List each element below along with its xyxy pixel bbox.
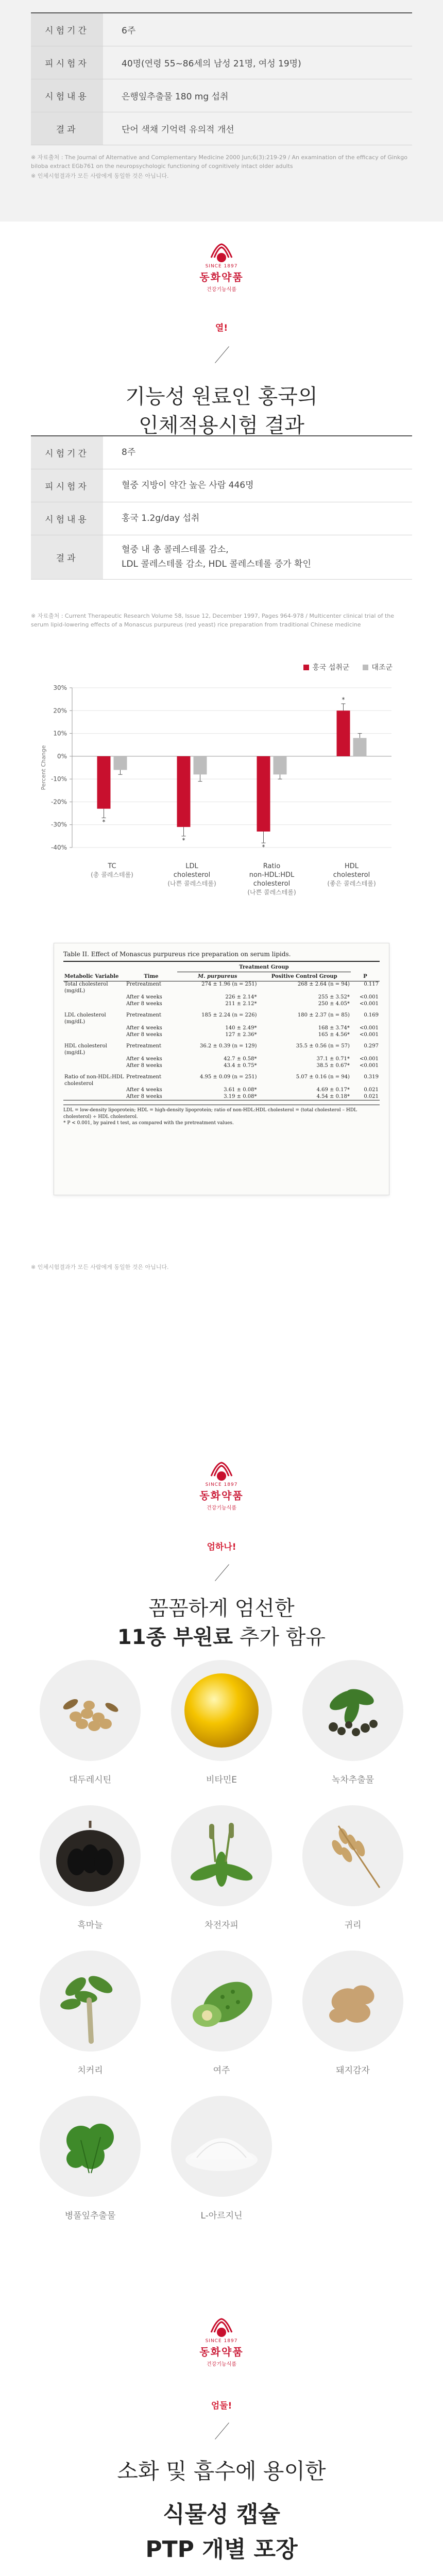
chart-container bbox=[36, 662, 407, 896]
paper-table-cell: <0.001 bbox=[359, 994, 379, 1000]
paper-table-cell: After 4 weeks bbox=[126, 1087, 162, 1093]
row-label: 시험내용 bbox=[31, 502, 103, 535]
paper-table-cell: <0.001 bbox=[359, 1062, 379, 1069]
bar bbox=[337, 710, 350, 756]
brand-emblem-icon bbox=[205, 2317, 238, 2337]
paper-table-cell: 0.021 bbox=[351, 1094, 380, 1100]
bar bbox=[114, 756, 127, 770]
row-label: 결과 bbox=[31, 535, 103, 579]
paper-table-cell: 226 ± 2.14* bbox=[225, 994, 257, 1000]
section-heading bbox=[0, 382, 443, 440]
paper-table-cell: Ratio of non-HDL:HDL cholesterol bbox=[64, 1074, 124, 1087]
disclaimer-note: ※ 인체시험결과가 모든 사람에게 동일한 것은 아닙니다. bbox=[31, 173, 169, 179]
ingredient-item bbox=[301, 1951, 404, 2076]
paper-title: Table II. Effect of Monascus purpureus rice preparation on serum lipids. bbox=[63, 951, 380, 962]
black-garlic-icon bbox=[40, 1805, 141, 1906]
paper-table-cell: 0.297 bbox=[364, 1043, 379, 1049]
paper-table-row bbox=[63, 981, 380, 995]
ingredient-item bbox=[170, 2096, 273, 2221]
x-category-label: HDL bbox=[344, 862, 359, 870]
significance-marker: * bbox=[342, 696, 345, 703]
paper-table-cell: 168 ± 3.74* bbox=[318, 1025, 350, 1031]
ingredient-name: 귀리 bbox=[344, 1920, 362, 1930]
jerusalem-artichoke-icon bbox=[302, 1951, 403, 2052]
row-label: 시험기간 bbox=[31, 436, 103, 469]
row-label: 피시험자 bbox=[31, 469, 103, 502]
brand-name: 동화약품 bbox=[199, 1489, 244, 1502]
row-value: 6주 bbox=[122, 26, 136, 36]
x-category-label: non-HDL:HDL bbox=[249, 871, 295, 879]
paper-table-cell bbox=[63, 1063, 125, 1070]
chicory-icon bbox=[40, 1951, 141, 2052]
paper-table-cell: <0.001 bbox=[359, 1031, 379, 1038]
paper-table-cell: 185 ± 2.24 (n = 226) bbox=[201, 1012, 257, 1018]
paper-table-cell: 35.5 ± 0.56 (n = 57) bbox=[296, 1043, 350, 1049]
heading-line: 꼼꼼하게 엄선한 bbox=[148, 1597, 295, 1620]
paper-table-cell: 255 ± 3.52* bbox=[318, 994, 350, 1000]
row-value: 단어 색채 기억력 유의적 개선 bbox=[122, 125, 234, 135]
paper-table-row bbox=[63, 1007, 380, 1025]
paper-table-cell: <0.001 bbox=[359, 1001, 379, 1007]
bar bbox=[274, 756, 287, 774]
ingredient-item bbox=[39, 1951, 142, 2076]
y-tick-label: 30% bbox=[53, 684, 67, 691]
brand-since: SINCE 1897 bbox=[205, 264, 238, 269]
ingredient-item bbox=[39, 1660, 142, 1785]
ingredient-item bbox=[39, 1805, 142, 1930]
table-row bbox=[31, 112, 412, 145]
badge-label: 열! bbox=[215, 323, 228, 333]
ingredient-name: 돼지감자 bbox=[336, 2065, 370, 2076]
x-category-label: (총 콜레스테롤) bbox=[91, 871, 133, 878]
col-header: Positive Control Group bbox=[271, 974, 337, 979]
heading-line: 인체적용시험 결과 bbox=[139, 414, 304, 437]
bar bbox=[97, 756, 111, 809]
paper-table-cell bbox=[63, 1094, 125, 1100]
ingredient-name: 녹차추출물 bbox=[331, 1775, 374, 1785]
y-tick-label: -20% bbox=[50, 798, 67, 806]
bar-chart bbox=[36, 662, 407, 896]
paper-table-cell bbox=[63, 994, 125, 1001]
significance-marker: * bbox=[262, 843, 265, 851]
section-heading-bold: 식물성 캡슐 bbox=[163, 2501, 280, 2528]
paper-table-cell: After 4 weeks bbox=[126, 1056, 162, 1062]
paper-table-cell: After 4 weeks bbox=[126, 1025, 162, 1031]
col-header: M. purpureus bbox=[198, 974, 237, 979]
ingredient-name: 대두레시틴 bbox=[69, 1775, 112, 1785]
x-category-label: cholesterol bbox=[173, 871, 211, 879]
paper-table-cell: 211 ± 2.12* bbox=[225, 1001, 257, 1007]
brand-name: 동화약품 bbox=[199, 2346, 244, 2358]
paper-table-cell: LDL cholesterol (mg/dL) bbox=[64, 1012, 106, 1025]
divider-slash bbox=[215, 2422, 229, 2439]
legend-label: 홍국 섭취군 bbox=[312, 664, 350, 672]
row-value-line: LDL 콜레스테롤 감소, HDL 콜레스테롤 증가 확인 bbox=[122, 558, 311, 569]
row-value: 40명(연령 55~86세의 남성 21명, 여성 19명) bbox=[122, 59, 301, 69]
table-row bbox=[31, 79, 412, 112]
paper-table-cell: 42.7 ± 0.58* bbox=[224, 1056, 257, 1062]
paper-table-cell: <0.001 bbox=[359, 1025, 379, 1031]
paper-table-cell: 4.95 ± 0.09 (n = 251) bbox=[199, 1074, 257, 1080]
paper-table-cell: Pretreatment bbox=[126, 1074, 161, 1080]
ingredient-name: 병풀잎추출물 bbox=[64, 2211, 116, 2221]
paper-table-cell: Pretreatment bbox=[126, 981, 161, 987]
y-tick-label: -30% bbox=[50, 821, 67, 828]
paper-table-cell bbox=[63, 1087, 125, 1094]
y-axis-label: Percent Change bbox=[40, 745, 47, 790]
footnote-line: LDL = low-density lipoprotein; HDL = high-density lipoprotein; ratio of non-HDL:HDL cholesterol = (total cholesterol – HDL cholesterol) ÷ HDL cholesterol. bbox=[63, 1108, 357, 1120]
footnote-line: * P < 0.001, by paired t test, as compared with the pretreatment values. bbox=[63, 1121, 234, 1126]
paper-table-cell: <0.001 bbox=[359, 1056, 379, 1062]
legend-swatch bbox=[363, 665, 368, 670]
y-tick-label: -10% bbox=[50, 775, 67, 783]
paper-table-row bbox=[63, 1087, 380, 1094]
chart-legend bbox=[303, 662, 393, 672]
centella-leaf-icon bbox=[40, 2096, 141, 2197]
paper-table-body bbox=[63, 981, 380, 1100]
bar bbox=[353, 738, 367, 756]
y-tick-label: 20% bbox=[53, 707, 67, 715]
table-row bbox=[31, 46, 412, 79]
green-tea-icon bbox=[302, 1660, 403, 1761]
heading-line bbox=[0, 1623, 443, 1652]
ingredient-item bbox=[301, 1660, 404, 1785]
paper-table-row bbox=[63, 1063, 380, 1070]
paper-table-cell: Pretreatment bbox=[126, 1043, 161, 1049]
y-tick-label: -40% bbox=[50, 844, 67, 851]
x-category-label: (나쁜 콜레스테롤) bbox=[167, 880, 216, 887]
brand-sub: 건강기능식품 bbox=[207, 287, 236, 293]
study-table-2 bbox=[31, 435, 412, 580]
row-label: 피시험자 bbox=[31, 46, 103, 79]
section-heading: 소화 및 흡수에 용이한 bbox=[117, 2459, 326, 2484]
paper-table-row bbox=[63, 1038, 380, 1056]
ingredient-item bbox=[170, 1660, 273, 1785]
col-header: P bbox=[363, 973, 367, 979]
col-header: Time bbox=[144, 973, 159, 979]
paper-table-cell bbox=[63, 1001, 125, 1008]
oat-icon bbox=[302, 1805, 403, 1906]
badge-label: 엄둘! bbox=[211, 2401, 232, 2411]
source-note: ※ 자료출처 : Current Therapeutic Research Volume 58, Issue 12, December 1997, Pages 964-978 / Multicenter clinical trial of the serum lipid-lowering effects of a Monascus purpureus (red yeast) rice preparation from traditional Chinese medicine bbox=[31, 613, 395, 628]
paper-table-row bbox=[63, 1001, 380, 1008]
legend-label: 대조군 bbox=[371, 664, 393, 672]
paper-table-image bbox=[54, 943, 389, 1195]
paper-table-cell bbox=[63, 1056, 125, 1063]
brand-emblem-icon bbox=[205, 1461, 238, 1481]
paper-table-cell: 180 ± 2.37 (n = 85) bbox=[297, 1012, 350, 1018]
divider-slash bbox=[215, 1564, 229, 1581]
paper-table-cell: 37.1 ± 0.71* bbox=[316, 1056, 350, 1062]
brand-name: 동화약품 bbox=[199, 271, 244, 283]
bitter-melon-icon bbox=[171, 1951, 272, 2052]
paper-table-cell: 4.69 ± 0.17* bbox=[316, 1087, 350, 1093]
paper-table-cell: 165 ± 4.56* bbox=[318, 1031, 350, 1038]
paper-table-cell: After 8 weeks bbox=[126, 1001, 162, 1007]
table-row bbox=[31, 469, 412, 502]
ingredient-item bbox=[170, 1805, 273, 1930]
ingredient-name: 치커리 bbox=[77, 2065, 103, 2076]
x-category-label: (나쁜 콜레스테롤) bbox=[247, 889, 296, 896]
paper-table-cell: 140 ± 2.49* bbox=[225, 1025, 257, 1031]
paper-table-cell: 43.4 ± 0.75* bbox=[224, 1062, 257, 1069]
legend-item bbox=[303, 662, 349, 672]
brand-emblem-icon bbox=[205, 242, 238, 263]
paper-table-row bbox=[63, 1069, 380, 1087]
paper-table-cell: 0.169 bbox=[364, 1012, 379, 1018]
paper-table-cell: Total cholesterol (mg/dL) bbox=[64, 981, 108, 994]
paper-table-cell: After 4 weeks bbox=[126, 994, 162, 1000]
paper-table-cell: 3.61 ± 0.08* bbox=[224, 1087, 257, 1093]
bar bbox=[194, 756, 207, 774]
row-value: 혈중 지방이 약간 높은 사람 446명 bbox=[122, 480, 254, 490]
row-value: 은행잎추출물 180 mg 섭취 bbox=[122, 92, 229, 102]
paper-table-row bbox=[63, 1025, 380, 1032]
paper-table-cell: 274 ± 1.96 (n = 251) bbox=[201, 981, 257, 987]
row-label: 시험기간 bbox=[31, 13, 103, 46]
ingredient-name: 흑마늘 bbox=[77, 1920, 103, 1930]
paper-table-cell: 0.117 bbox=[364, 981, 379, 987]
paper-table-row bbox=[63, 1032, 380, 1039]
source-note: ※ 자료출처 : The Journal of Alternative and Complementary Medicine 2000 Jun;6(3):219-29 / An examination of the efficacy of Ginkgo biloba extract EGb761 on the neuropsychologic functioning of cognitively intact older adults bbox=[31, 154, 407, 170]
brand-logo bbox=[170, 242, 273, 293]
brand-sub: 건강기능식품 bbox=[207, 2362, 236, 2367]
study-table-1 bbox=[31, 12, 412, 145]
x-category-label: (좋은 콜레스테롤) bbox=[327, 880, 376, 887]
paper-table-cell: 38.5 ± 0.67* bbox=[316, 1062, 350, 1069]
brand-since: SINCE 1897 bbox=[205, 1482, 238, 1487]
paper-table-cell: 0.021 bbox=[364, 1087, 379, 1093]
paper-table bbox=[63, 963, 380, 1100]
paper-table-row bbox=[63, 1094, 380, 1100]
row-label: 시험내용 bbox=[31, 79, 103, 112]
table-row bbox=[31, 502, 412, 535]
paper-table-cell: After 8 weeks bbox=[125, 1094, 177, 1100]
y-tick-label: 10% bbox=[53, 730, 67, 737]
significance-marker: * bbox=[102, 818, 106, 826]
paper-table-cell bbox=[63, 1025, 125, 1032]
vitamin-e-capsule-icon bbox=[171, 1660, 272, 1761]
paper-table-cell: 250 ± 4.05* bbox=[318, 1001, 350, 1007]
row-value: 8주 bbox=[122, 447, 136, 457]
significance-marker: * bbox=[182, 836, 185, 844]
x-category-label: LDL bbox=[185, 862, 198, 870]
paper-table-cell: 268 ± 2.64 (n = 94) bbox=[297, 981, 350, 987]
table-row bbox=[31, 436, 412, 469]
heading-line: 기능성 원료인 홍국의 bbox=[125, 385, 318, 409]
ingredient-item bbox=[170, 1951, 273, 2076]
bar bbox=[177, 756, 191, 827]
brand-since: SINCE 1897 bbox=[205, 2338, 238, 2344]
brand-logo bbox=[170, 1461, 273, 1511]
x-category-label: cholesterol bbox=[253, 880, 291, 888]
paper-table-cell: HDL cholesterol (mg/dL) bbox=[64, 1043, 107, 1056]
study-section-1 bbox=[0, 0, 443, 222]
soybean-icon bbox=[40, 1660, 141, 1761]
ingredient-name: 차전자피 bbox=[205, 1920, 238, 1930]
legend-swatch bbox=[303, 665, 309, 670]
paper-table-row bbox=[63, 994, 380, 1001]
table-row bbox=[31, 535, 412, 580]
paper-table-cell bbox=[63, 1032, 125, 1039]
table-row bbox=[31, 13, 412, 46]
legend-item bbox=[363, 662, 393, 672]
paper-table-cell: 36.2 ± 0.39 (n = 129) bbox=[199, 1043, 257, 1049]
paper-table-cell: Pretreatment bbox=[126, 1012, 161, 1018]
paper-table-cell: 0.319 bbox=[364, 1074, 379, 1080]
brand-sub: 건강기능식품 bbox=[207, 1505, 236, 1511]
psyllium-plant-icon bbox=[171, 1805, 272, 1906]
ingredient-name: L-아르지닌 bbox=[200, 2211, 243, 2221]
arginine-powder-icon bbox=[171, 2096, 272, 2197]
col-header: Metabolic Variable bbox=[64, 973, 119, 979]
x-category-label: Ratio bbox=[263, 862, 281, 870]
bar bbox=[257, 756, 270, 832]
x-category-label: cholesterol bbox=[333, 871, 370, 879]
x-category-label: TC bbox=[108, 862, 116, 870]
ingredient-name: 여주 bbox=[213, 2065, 230, 2076]
paper-table-cell: 4.54 ± 0.18* bbox=[258, 1094, 351, 1100]
section-heading-bold: PTP 개별 포장 bbox=[145, 2536, 298, 2563]
group-header: Treatment Group bbox=[177, 963, 351, 972]
paper-table-cell: 3.19 ± 0.08* bbox=[177, 1094, 258, 1100]
paper-table-cell: 5.07 ± 0.16 (n = 94) bbox=[296, 1074, 350, 1080]
heading-bold: 11종 부원료 bbox=[117, 1625, 233, 1649]
brand-logo bbox=[170, 2317, 273, 2367]
paper-footnote bbox=[63, 1105, 380, 1127]
paper-table-row bbox=[63, 1056, 380, 1063]
heading-rest: 추가 함유 bbox=[233, 1625, 326, 1649]
badge-label: 엄하나! bbox=[207, 1542, 236, 1552]
row-label: 결과 bbox=[31, 112, 103, 145]
row-value-line: 혈중 내 총 콜레스테롤 감소, bbox=[122, 545, 229, 555]
paper-table-cell: 127 ± 2.36* bbox=[225, 1031, 257, 1038]
paper-table-cell: After 8 weeks bbox=[126, 1031, 162, 1038]
y-tick-label: 0% bbox=[57, 752, 67, 760]
paper-table-cell: After 8 weeks bbox=[126, 1062, 162, 1069]
ingredient-name: 비타민E bbox=[206, 1775, 237, 1785]
section-heading bbox=[0, 1594, 443, 1652]
ingredient-item bbox=[39, 2096, 142, 2221]
divider-slash bbox=[215, 346, 229, 363]
disclaimer-note: ※ 인체시험결과가 모든 사람에게 동일한 것은 아닙니다. bbox=[31, 1264, 169, 1270]
row-value: 홍국 1.2g/day 섭취 bbox=[122, 513, 200, 523]
ingredient-item bbox=[301, 1805, 404, 1930]
row-value bbox=[103, 543, 311, 571]
